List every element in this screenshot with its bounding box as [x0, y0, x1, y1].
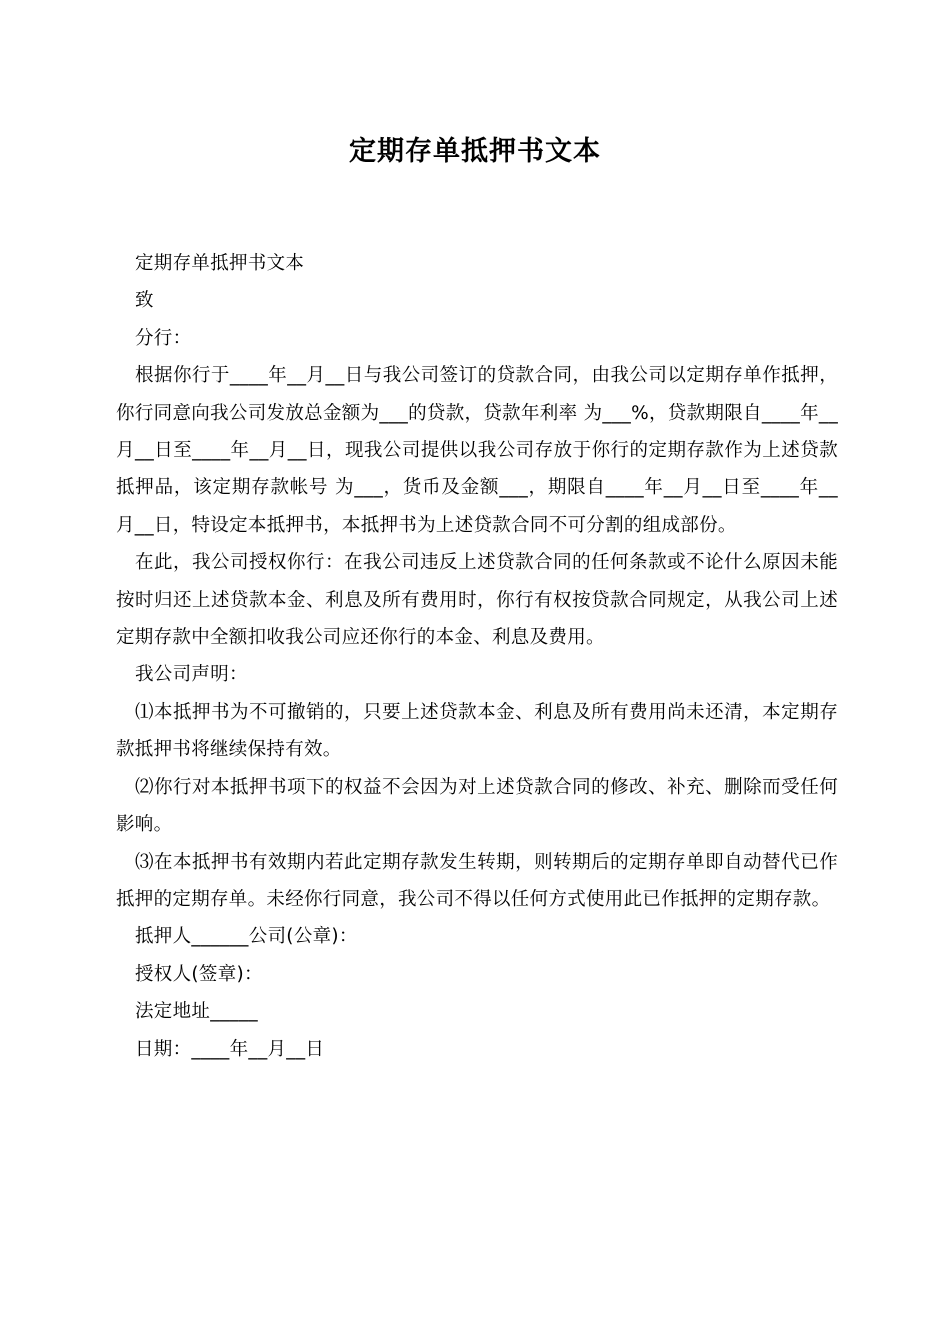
authorization-paragraph: 在此，我公司授权你行：在我公司违反上述贷款合同的任何条款或不论什么原因未能按时归还上述贷款本金、利息及所有费用时，你行有权按贷款合同规定，从我公司上述定期存款中全额扣收我公司应还你行的本金、利息及费用。 — [116, 552, 838, 649]
document-body — [116, 245, 838, 1068]
declaration-heading: 我公司声明： — [135, 664, 248, 686]
addressee-line: 致 — [135, 290, 154, 312]
legal-address-line: 法定地址_____ — [135, 1001, 258, 1023]
document-title: 定期存单抵押书文本 — [349, 136, 601, 167]
date-line: 日期：____年__月__日 — [135, 1038, 325, 1060]
branch-line: 分行： — [135, 327, 192, 349]
mortgagor-line: 抵押人______公司(公章)： — [135, 926, 358, 948]
loan-terms-paragraph: 根据你行于____年__月__日与我公司签订的贷款合同，由我公司以定期存单作抵押，你行同意向我公司发放总金额为___的贷款，贷款年利率 为___%，贷款期限自____年__月__日至____年__月__日，现我公司提供以我公司存放于你行的定期存款作为上述贷款抵押品，该定期存款帐号 为___，货币及金额___，期限自____年__月__日至____年__月__日，特设定本抵押书，本抵押书为上述贷款合同不可分割的组成部份。 — [116, 365, 838, 536]
declaration-item-2: ⑵你行对本抵押书项下的权益不会因为对上述贷款合同的修改、补充、删除而受任何影响。 — [116, 776, 838, 836]
authorized-person-line: 授权人(签章)： — [135, 963, 263, 985]
declaration-item-1: ⑴本抵押书为不可撤销的，只要上述贷款本金、利息及所有费用尚未还清，本定期存款抵押书将继续保持有效。 — [116, 701, 838, 761]
declaration-item-3: ⑶在本抵押书有效期内若此定期存款发生转期，则转期后的定期存单即自动替代已作抵押的定期存单。未经你行同意，我公司不得以任何方式使用此已作抵押的定期存款。 — [116, 851, 838, 910]
subtitle-line: 定期存单抵押书文本 — [135, 253, 305, 274]
